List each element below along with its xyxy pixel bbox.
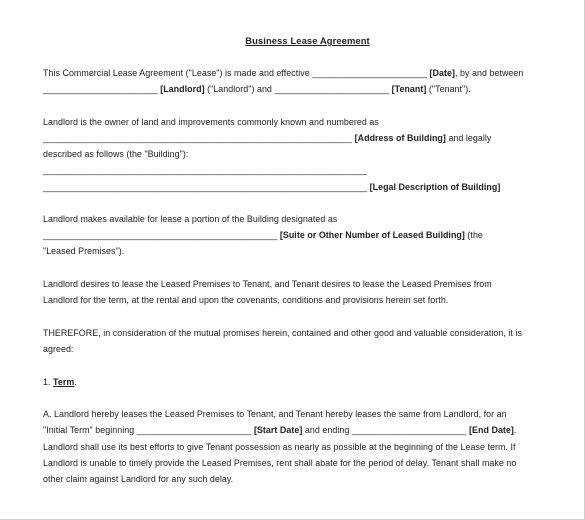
start-date-placeholder: [Start Date] bbox=[251, 425, 303, 435]
date-blank[interactable]: _______________________ bbox=[312, 68, 427, 78]
tenant-placeholder: [Tenant] bbox=[389, 84, 427, 94]
landlord-and-text: ("Landlord") and bbox=[204, 84, 275, 94]
document-title: Business Lease Agreement bbox=[245, 35, 370, 46]
legal-description-blank-1[interactable]: _________________________________________________________________ bbox=[43, 165, 368, 175]
portion-line-1: Landlord makes available for lease a portion of the Building designated as bbox=[43, 214, 338, 224]
therefore-line-1: THEREFORE, in consideration of the mutual promises herein, contained and other good and valuable consideration, it is bbox=[43, 328, 522, 338]
suite-placeholder: [Suite or Other Number of Leased Building] bbox=[277, 230, 465, 240]
portion-line-2 bbox=[43, 230, 483, 241]
intro-line-1 bbox=[43, 68, 523, 79]
section-title-period: . bbox=[74, 377, 77, 387]
tenant-blank[interactable]: _______________________ bbox=[274, 84, 390, 94]
legal-description-blank-2[interactable]: _________________________________________________________________ bbox=[43, 182, 368, 192]
end-date-blank[interactable]: _______________________ bbox=[351, 425, 467, 435]
portion-line-3: "Leased Premises"). bbox=[43, 246, 125, 256]
intro-line-2 bbox=[43, 84, 471, 95]
owner-line-3: described as follows (the "Building"): bbox=[43, 149, 189, 159]
owner-line-1: Landlord is the owner of land and improvements commonly known and numbered as bbox=[43, 117, 379, 127]
suite-blank[interactable]: _______________________________________________ bbox=[43, 230, 278, 240]
term-line-2 bbox=[43, 425, 516, 436]
owner-line-5 bbox=[43, 182, 500, 193]
section-title: Term bbox=[53, 377, 75, 387]
intro-text-end: , by and between bbox=[454, 68, 524, 78]
section-number: 1. bbox=[43, 377, 54, 387]
legally-text: and legally bbox=[445, 133, 492, 143]
section-term-heading bbox=[43, 377, 77, 388]
term-period: . bbox=[513, 425, 517, 435]
therefore-line-2: agreed: bbox=[43, 344, 74, 354]
ending-text: and ending bbox=[302, 425, 352, 435]
term-line-1: A. Landlord hereby leases the Leased Premises to Tenant, and Tenant hereby leases the same from Landlord, for an bbox=[43, 409, 507, 419]
desire-line-1: Landlord desires to lease the Leased Premises to Tenant, and Tenant desires to lease the Leased Premises from bbox=[43, 279, 492, 289]
desire-line-2: Landlord for the term, at the rental and upon the covenants, conditions and provisions herein set forth. bbox=[43, 295, 449, 305]
landlord-blank[interactable]: _______________________ bbox=[43, 84, 158, 94]
date-placeholder: [Date] bbox=[427, 68, 455, 78]
landlord-placeholder: [Landlord] bbox=[157, 84, 205, 94]
term-line-4: Landlord is unable to timely provide the Leased Premises, rent shall abate for the period of delay. Tenant shall make no bbox=[43, 458, 517, 468]
address-placeholder: [Address of Building] bbox=[352, 133, 446, 143]
suite-text-end: (the bbox=[464, 230, 483, 240]
initial-term-text: "Initial Term" beginning bbox=[43, 425, 137, 435]
owner-line-2 bbox=[43, 133, 491, 144]
start-date-blank[interactable]: _______________________ bbox=[136, 425, 252, 435]
term-line-3: Landlord shall use its best efforts to give Tenant possession as nearly as possible at the beginning of the Lease term. If bbox=[43, 442, 516, 452]
term-line-5: other claim against Landlord for any such delay. bbox=[43, 474, 234, 484]
end-date-placeholder: [End Date] bbox=[466, 425, 514, 435]
intro-text: This Commercial Lease Agreement ("Lease") is made and effective bbox=[43, 68, 313, 78]
address-blank[interactable]: ______________________________________________________________ bbox=[43, 133, 353, 143]
tenant-text: ("Tenant"). bbox=[426, 84, 471, 94]
legal-description-placeholder: [Legal Description of Building] bbox=[367, 182, 501, 192]
